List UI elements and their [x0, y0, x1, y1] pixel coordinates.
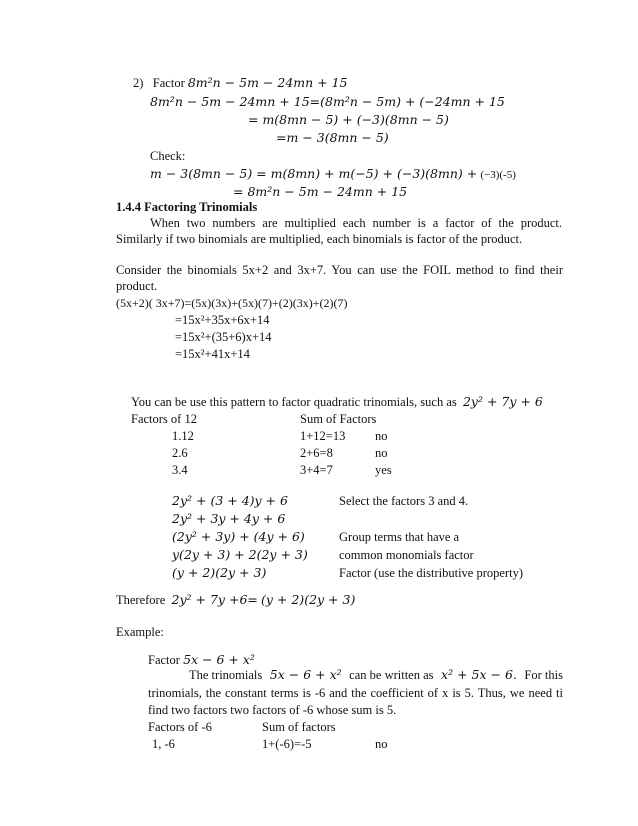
step-2: = m(8mn − 5) + (−3)(8mn − 5) [248, 112, 449, 127]
step-math: (y + 2)(2y + 3) [172, 565, 267, 580]
therefore-word: Therefore [116, 593, 166, 607]
example-table-head-factors: Factors of -6 [148, 720, 212, 734]
step-1-right: =(8m²n − 5m) + (−24mn + 15 [309, 94, 505, 109]
example-2-line [133, 75, 348, 91]
intro-line-1: When two numbers are multiplied each number is a factor of the product. [150, 216, 562, 230]
table-cell-factors: 2.6 [172, 446, 188, 460]
check-expression: m − 3(8mn − 5) = m(8mn) + m(−5) + (−3)(8mn) + [150, 166, 478, 181]
step-math: (2y² + 3y) + (4y + 6) [172, 529, 305, 544]
intro-line-2: Similarly if two binomials are multiplied, each binomials is factor of the product. [116, 232, 523, 246]
para-math: 5x − 6 + x² [269, 667, 342, 682]
table-cell-factors: 3.4 [172, 463, 188, 477]
example-label: Example: [116, 625, 164, 639]
table-cell-sum: 2+6=8 [300, 446, 333, 460]
check-line-1 [150, 166, 516, 183]
check-line-2: = 8m²n − 5m − 24mn + 15 [233, 184, 408, 199]
table-head-factors: Factors of 12 [131, 412, 197, 426]
example-factor-line [148, 652, 255, 668]
example-number: 2) [133, 76, 144, 90]
table-cell-result: yes [375, 463, 392, 477]
table-cell-result: no [375, 429, 388, 443]
table-cell-result: no [375, 446, 388, 460]
table-cell-sum: 3+4=7 [300, 463, 333, 477]
pattern-text: You can be use this pattern to factor quadratic trinomials, such as [131, 395, 457, 409]
foil-line-3: =15x²+(35+6)x+14 [175, 330, 272, 344]
step-3: =m − 3(8mn − 5) [276, 130, 389, 145]
table-cell-factors: 1.12 [172, 429, 194, 443]
check-tail: (−3)(-5) [480, 169, 516, 181]
table-cell-sum: 1+12=13 [300, 429, 346, 443]
step-note: Select the factors 3 and 4. [339, 494, 469, 508]
check-label: Check: [150, 149, 186, 163]
para-text: can be written as [349, 668, 434, 682]
foil-line-2: =15x²+35x+6x+14 [175, 313, 270, 327]
example-para-line-2: trinomials, the constant terms is -6 and the coefficient of x is 5. Thus, we need ti [148, 686, 563, 700]
factor-word: Factor [148, 653, 180, 667]
step-math: 2y² + (3 + 4)y + 6 [172, 493, 288, 508]
step-1 [150, 94, 505, 110]
table-head-sum: Sum of Factors [300, 412, 377, 426]
para-text: For this [524, 668, 563, 682]
step-1-left: 8m²n − 5m − 24mn + 15 [150, 94, 310, 109]
factor-word: Factor [152, 76, 185, 90]
consider-line-2: product. [116, 279, 158, 293]
example-table-cell-result: no [375, 737, 388, 751]
example-table-cell-sum: 1+(-6)=-5 [262, 737, 312, 751]
step-note: common monomials factor [339, 548, 474, 562]
para-text: The trinomials [189, 668, 263, 682]
therefore-right: (y + 2)(2y + 3) [261, 592, 356, 607]
consider-line-1: Consider the binomials 5x+2 and 3x+7. You can use the FOIL method to find their [116, 263, 563, 277]
problem-expression: 8m²n − 5m − 24mn + 15 [187, 75, 348, 90]
foil-line-1: (5x+2)( 3x+7)=(5x)(3x)+(5x)(7)+(2)(3x)+(2)(7) [116, 296, 348, 310]
example-table-head-sum: Sum of factors [262, 720, 336, 734]
foil-line-4: =15x²+41x+14 [175, 347, 250, 361]
therefore-line [116, 592, 355, 608]
pattern-line [131, 394, 543, 410]
step-note: Group terms that have a [339, 530, 460, 544]
example-para-line-1 [189, 667, 563, 683]
step-math: 2y² + 3y + 4y + 6 [172, 511, 286, 526]
section-heading: 1.4.4 Factoring Trinomials [116, 200, 258, 214]
para-math: x² + 5x − 6. [441, 667, 517, 682]
example-problem: 5x − 6 + x² [183, 652, 255, 667]
example-table-cell-factors: 1, -6 [152, 737, 175, 751]
step-math: y(2y + 3) + 2(2y + 3) [172, 547, 308, 562]
pattern-expression: 2y² + 7y + 6 [462, 394, 543, 409]
therefore-left: 2y² + 7y +6= [171, 592, 258, 607]
step-note: Factor (use the distributive property) [339, 566, 523, 580]
example-para-line-3: find two factors two factors of -6 whose sum is 5. [148, 703, 397, 717]
